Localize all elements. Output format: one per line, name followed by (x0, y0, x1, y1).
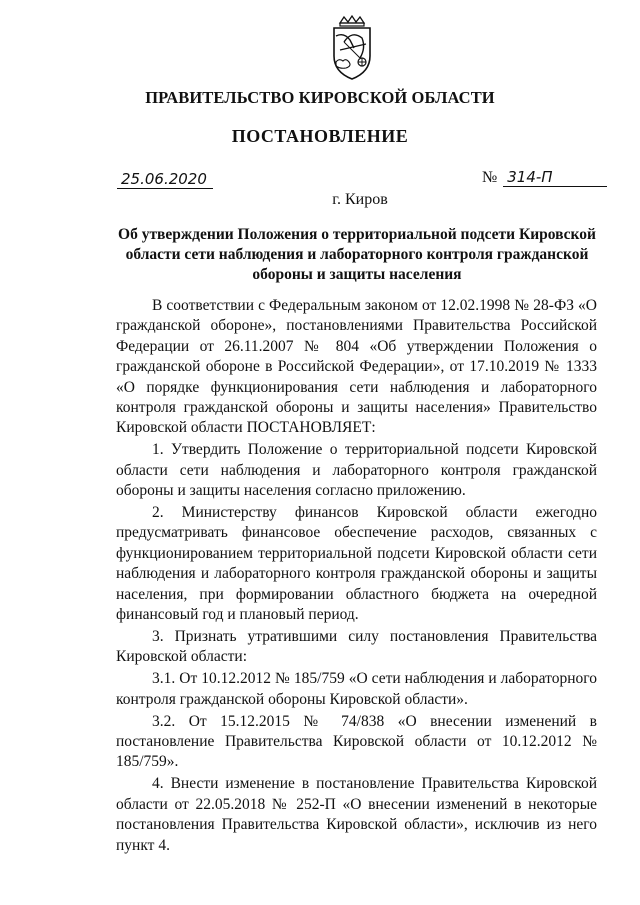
document-number: 314-П (503, 168, 607, 187)
city-label: г. Киров (332, 191, 388, 208)
paragraph-3: 3. Признать утратившими силу постановления Правительства Кировской области: (116, 628, 597, 666)
paragraph-3-1: 3.1. От 10.12.2012 № 185/759 «О сети наблюдения и лабораторного контроля гражданской обороны Кировской области». (116, 670, 597, 708)
coat-of-arms-icon (322, 14, 382, 82)
document-body (116, 296, 597, 856)
paragraph-2: 2. Министерству финансов Кировской области ежегодно предусматривать финансовое обеспечение расходов, связанных с функционированием территориальной подсети Кировской области сети наблюдения и лабораторного контроля гражданской обороны и защиты населения, при формировании областного бюджета на очередной финансовый год и плановый период. (116, 504, 597, 624)
document-number-block (482, 168, 607, 187)
organization-title: ПРАВИТЕЛЬСТВО КИРОВСКОЙ ОБЛАСТИ (145, 88, 495, 107)
document-type-title: ПОСТАНОВЛЕНИЕ (231, 126, 409, 146)
document-subject: Об утверждении Положения о территориальной подсети Кировской области сети наблюдения и лабораторного контроля гражданской обороны и защиты населения (118, 226, 596, 283)
document-date: 25.06.2020 (117, 170, 213, 189)
paragraph-4: 4. Внести изменение в постановление Правительства Кировской области от 22.05.2018 № 252-П «О внесении изменений в некоторые постановления Правительства Кировской области», исключив из него пункт 4. (116, 775, 597, 854)
paragraph-preamble: В соответствии с Федеральным законом от 12.02.1998 № 28-ФЗ «О гражданской обороне», постановлениями Правительства Российской Федерации от 26.11.2007 № 804 «Об утверждении Положения о гражданской обороне в Российской Федерации», от 17.10.2019 № 1333 «О порядке функционирования сети наблюдения и лабораторного контроля гражданской обороны и защиты населения» Правительство Кировской области ПОСТАНОВЛЯЕТ: (116, 297, 597, 437)
paragraph-1: 1. Утвердить Положение о территориальной подсети Кировской области сети наблюдения и лабораторного контроля гражданской обороны и защиты населения согласно приложению. (116, 441, 597, 500)
paragraph-3-2: 3.2. От 15.12.2015 № 74/838 «О внесении изменений в постановление Правительства Кировской области от 10.12.2012 № 185/759». (116, 712, 597, 771)
number-sign: № (482, 169, 498, 186)
